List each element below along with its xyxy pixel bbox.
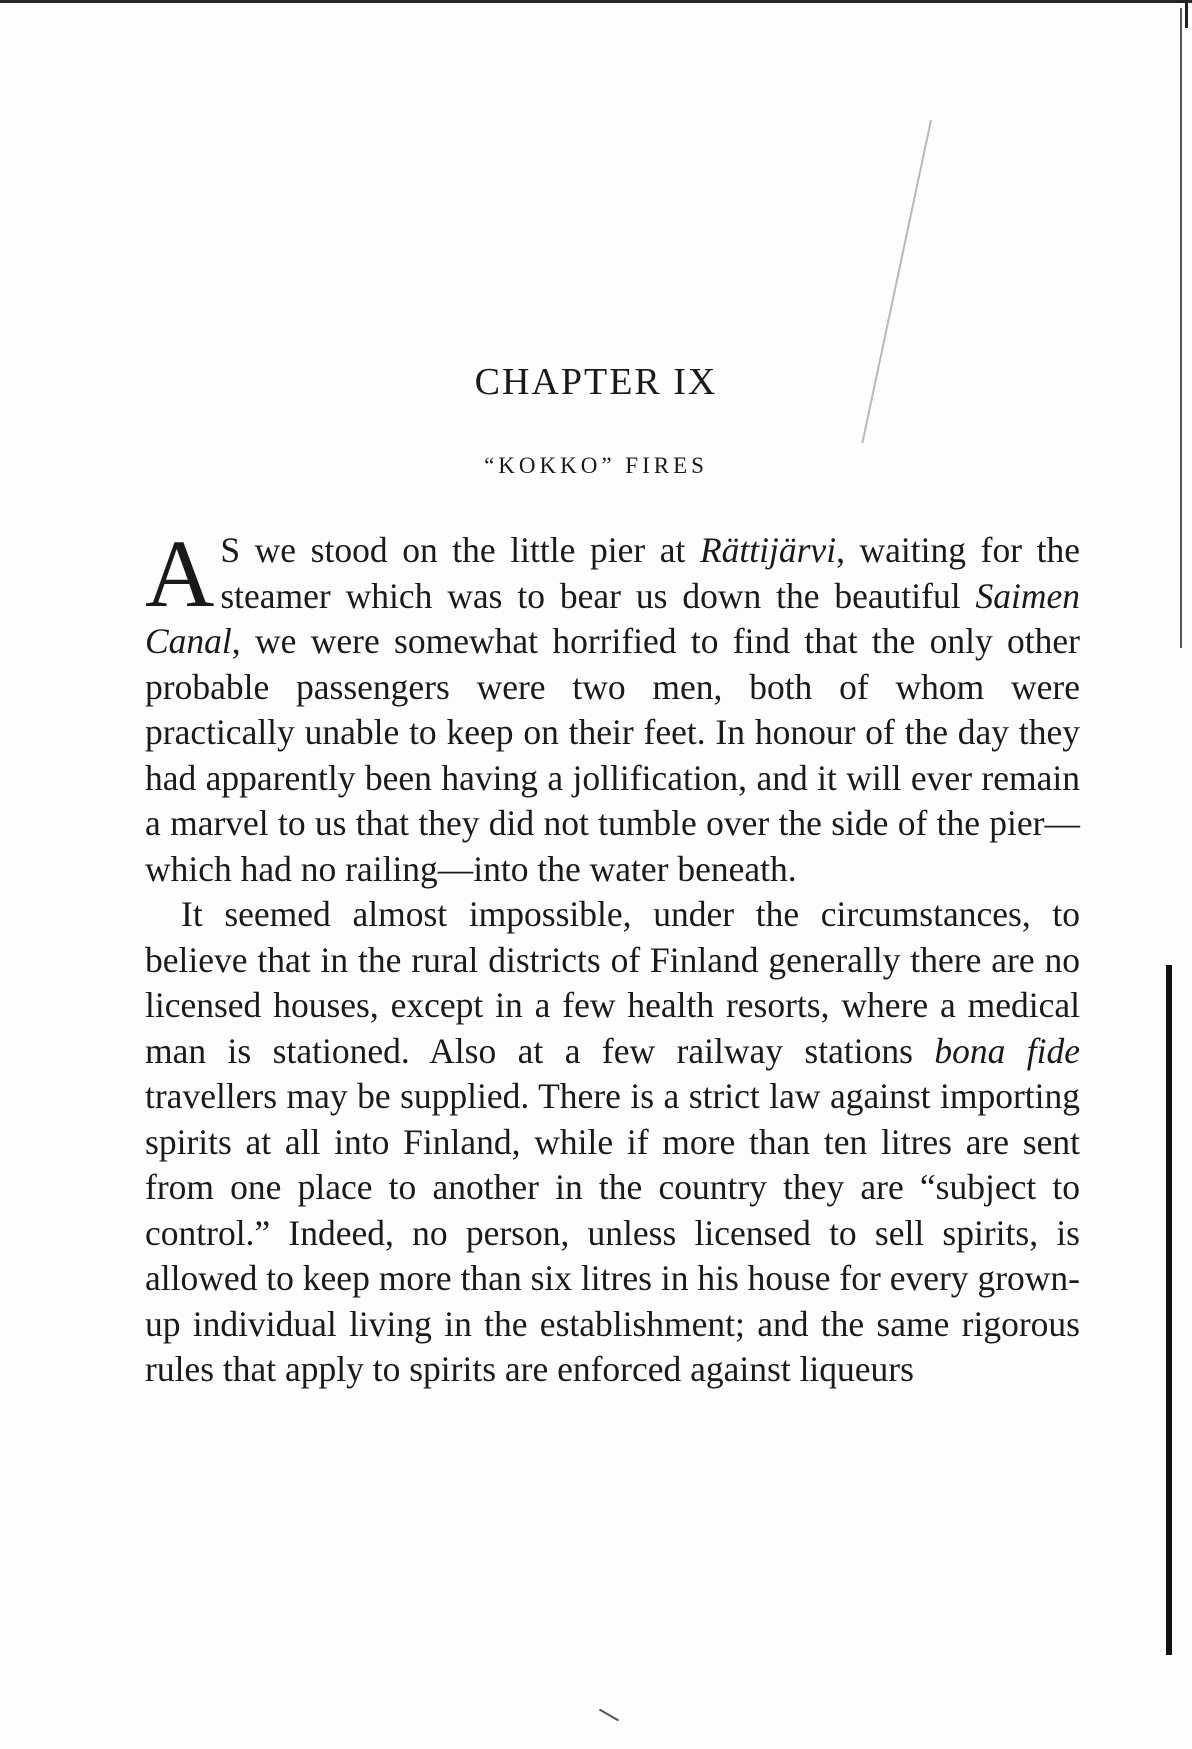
paragraph-1-segment: , we were somewhat horrified to find that the only other probable passengers were two men, both of whom were practically unable to keep on their feet. In honour of the day they had apparently been having a jollification, and it will ever remain a marvel to us that they did not tumble over the side of the pier—which had no railing—into the water beneath. (145, 621, 1080, 889)
place-name-saimen-canal: Saimen Canal (145, 575, 1080, 661)
paragraph-2-segment: travellers may be supplied. There is a strict law against importing spirits at all into Finland, while if more than ten litres are sent from one place to another in the country they are “subject to control.” Indeed, no person, unless licensed to sell spirits, is allowed to keep more than six litres in his house for every grown-up individual living in the establishment; and the same rigorous rules that apply to spirits are enforced against liqueurs (145, 1076, 1080, 1389)
paragraph-1 (145, 520, 1080, 892)
chapter-title: CHAPTER IX (474, 361, 718, 403)
paragraph-1-segment: , waiting for the steamer which was to bear us down the beautiful (220, 530, 1080, 616)
phrase-bona-fide: bona fide (934, 1030, 1081, 1071)
place-name-rattijarvi: Rättijärvi (699, 530, 837, 570)
chapter-subtitle: “KOKKO” FIRES (484, 453, 708, 478)
right-edge-shadow (1166, 965, 1172, 1655)
drop-cap: A (145, 520, 215, 627)
right-edge-line (1180, 8, 1182, 648)
body-text (145, 520, 1081, 1393)
paragraph-2 (145, 892, 1080, 1393)
footer-tick-mark (599, 1709, 619, 1722)
page-corner-mark (1176, 0, 1188, 28)
paragraph-2-segment: It seemed almost impossible, under the circumstances, to believe that in the rural districts of Finland generally there are no licensed houses, except in a few health resorts, where a medical man is stationed. Also at a few railway stations (145, 894, 1080, 1071)
paragraph-1-segment: S we stood on the little pier at (220, 530, 700, 570)
top-edge-rule (0, 0, 1192, 3)
